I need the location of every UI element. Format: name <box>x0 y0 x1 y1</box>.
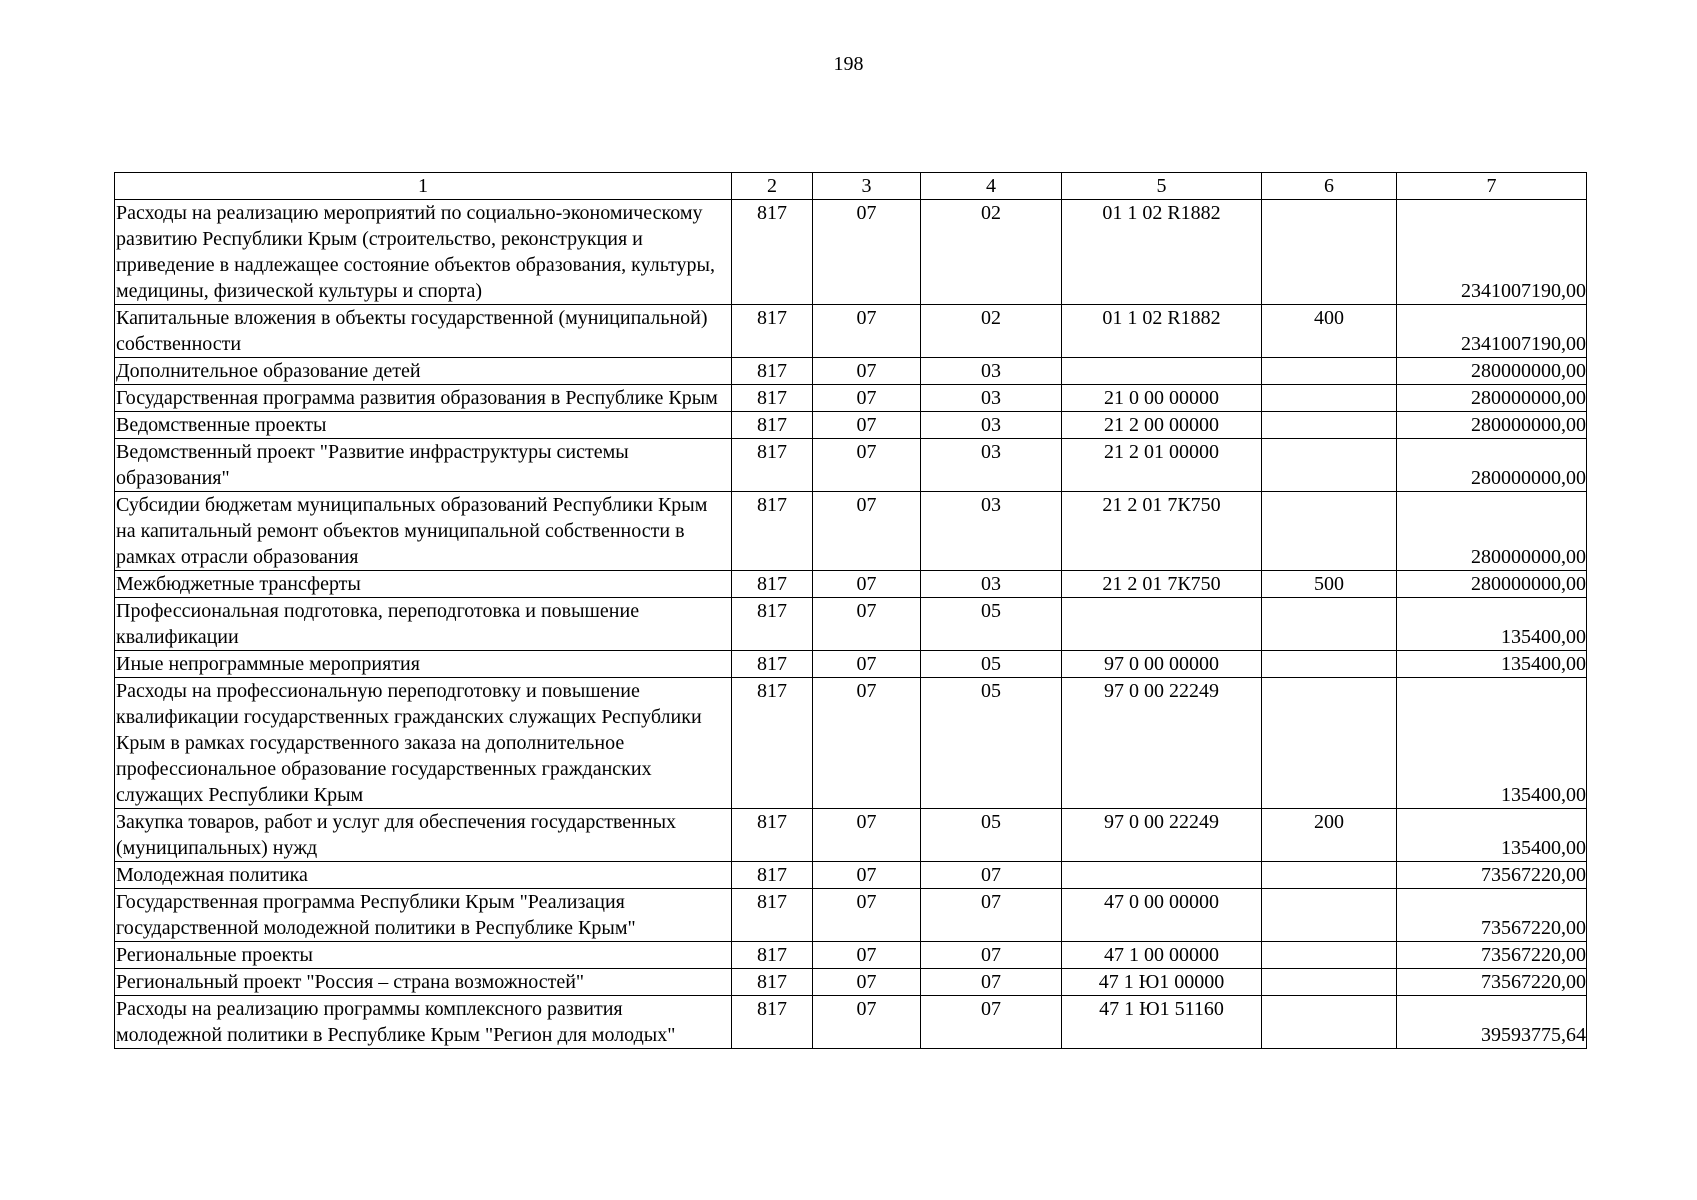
row-code-5-cell: 21 0 00 00000 <box>1062 385 1262 412</box>
row-name-cell: Государственная программа Республики Крым "Реализация государственной молодежной политики в Республике Крым" <box>115 889 732 942</box>
row-code-3-cell: 07 <box>813 358 921 385</box>
table-row <box>115 492 1587 571</box>
row-code-2-cell: 817 <box>732 996 813 1049</box>
row-amount-cell: 135400,00 <box>1397 809 1587 862</box>
row-name-cell: Субсидии бюджетам муниципальных образований Республики Крым на капитальный ремонт объектов муниципальной собственности в рамках отрасли образования <box>115 492 732 571</box>
row-code-2-cell: 817 <box>732 385 813 412</box>
row-code-6-cell <box>1262 678 1397 809</box>
column-header-2: 2 <box>732 173 813 200</box>
row-code-5-cell: 21 2 00 00000 <box>1062 412 1262 439</box>
row-code-5-cell: 01 1 02 R1882 <box>1062 200 1262 305</box>
row-code-4-cell: 02 <box>921 305 1062 358</box>
row-code-6-cell <box>1262 358 1397 385</box>
row-code-2-cell: 817 <box>732 571 813 598</box>
row-code-3-cell: 07 <box>813 412 921 439</box>
row-code-2-cell: 817 <box>732 651 813 678</box>
row-amount-cell: 73567220,00 <box>1397 889 1587 942</box>
row-code-4-cell: 02 <box>921 200 1062 305</box>
table-row <box>115 385 1587 412</box>
row-code-4-cell: 07 <box>921 862 1062 889</box>
row-code-5-cell: 21 2 01 7К750 <box>1062 571 1262 598</box>
row-name-cell: Региональный проект "Россия – страна возможностей" <box>115 969 732 996</box>
row-code-3-cell: 07 <box>813 571 921 598</box>
table-row <box>115 571 1587 598</box>
row-code-5-cell: 97 0 00 00000 <box>1062 651 1262 678</box>
row-code-3-cell: 07 <box>813 305 921 358</box>
row-amount-cell: 73567220,00 <box>1397 969 1587 996</box>
row-code-2-cell: 817 <box>732 305 813 358</box>
table-row <box>115 439 1587 492</box>
row-code-4-cell: 03 <box>921 571 1062 598</box>
row-amount-cell: 280000000,00 <box>1397 439 1587 492</box>
table-row <box>115 200 1587 305</box>
row-code-5-cell <box>1062 598 1262 651</box>
row-amount-cell: 135400,00 <box>1397 651 1587 678</box>
column-header-3: 3 <box>813 173 921 200</box>
row-code-3-cell: 07 <box>813 678 921 809</box>
row-code-2-cell: 817 <box>732 200 813 305</box>
row-name-cell: Капитальные вложения в объекты государственной (муниципальной) собственности <box>115 305 732 358</box>
column-header-5: 5 <box>1062 173 1262 200</box>
row-code-6-cell <box>1262 942 1397 969</box>
row-amount-cell: 135400,00 <box>1397 678 1587 809</box>
row-code-6-cell <box>1262 651 1397 678</box>
row-code-4-cell: 07 <box>921 996 1062 1049</box>
row-code-2-cell: 817 <box>732 889 813 942</box>
row-code-5-cell: 47 0 00 00000 <box>1062 889 1262 942</box>
row-amount-cell: 280000000,00 <box>1397 385 1587 412</box>
row-code-3-cell: 07 <box>813 651 921 678</box>
row-code-3-cell: 07 <box>813 492 921 571</box>
table-row <box>115 598 1587 651</box>
row-code-3-cell: 07 <box>813 439 921 492</box>
table-row <box>115 889 1587 942</box>
column-header-7: 7 <box>1397 173 1587 200</box>
table-header-row <box>115 173 1587 200</box>
row-amount-cell: 280000000,00 <box>1397 571 1587 598</box>
row-code-3-cell: 07 <box>813 385 921 412</box>
row-code-4-cell: 03 <box>921 385 1062 412</box>
row-name-cell: Профессиональная подготовка, переподготовка и повышение квалификации <box>115 598 732 651</box>
budget-table <box>114 172 1587 1049</box>
row-name-cell: Иные непрограммные мероприятия <box>115 651 732 678</box>
table-row <box>115 942 1587 969</box>
row-code-2-cell: 817 <box>732 678 813 809</box>
row-amount-cell: 2341007190,00 <box>1397 200 1587 305</box>
row-amount-cell: 2341007190,00 <box>1397 305 1587 358</box>
table-row <box>115 412 1587 439</box>
row-code-4-cell: 03 <box>921 492 1062 571</box>
row-name-cell: Межбюджетные трансферты <box>115 571 732 598</box>
row-code-5-cell: 47 1 Ю1 00000 <box>1062 969 1262 996</box>
row-amount-cell: 73567220,00 <box>1397 862 1587 889</box>
row-code-2-cell: 817 <box>732 942 813 969</box>
table-row <box>115 862 1587 889</box>
row-code-4-cell: 05 <box>921 651 1062 678</box>
row-code-4-cell: 03 <box>921 439 1062 492</box>
row-code-6-cell <box>1262 598 1397 651</box>
row-amount-cell: 280000000,00 <box>1397 358 1587 385</box>
row-name-cell: Ведомственные проекты <box>115 412 732 439</box>
table-row <box>115 996 1587 1049</box>
row-amount-cell: 280000000,00 <box>1397 492 1587 571</box>
row-code-5-cell <box>1062 862 1262 889</box>
row-code-5-cell: 47 1 00 00000 <box>1062 942 1262 969</box>
row-code-5-cell: 97 0 00 22249 <box>1062 809 1262 862</box>
table-row <box>115 358 1587 385</box>
row-code-2-cell: 817 <box>732 439 813 492</box>
row-name-cell: Региональные проекты <box>115 942 732 969</box>
table-row <box>115 305 1587 358</box>
row-code-4-cell: 05 <box>921 598 1062 651</box>
row-code-6-cell <box>1262 889 1397 942</box>
row-amount-cell: 39593775,64 <box>1397 996 1587 1049</box>
row-code-5-cell: 01 1 02 R1882 <box>1062 305 1262 358</box>
column-header-1: 1 <box>115 173 732 200</box>
row-name-cell: Расходы на профессиональную переподготовку и повышение квалификации государственных гражданских служащих Республики Крым в рамках государственного заказа на дополнительное профессиональное образование государственных гражданских служащих Республики Крым <box>115 678 732 809</box>
row-code-5-cell: 21 2 01 7К750 <box>1062 492 1262 571</box>
row-code-4-cell: 07 <box>921 942 1062 969</box>
row-name-cell: Расходы на реализацию мероприятий по социально-экономическому развитию Республики Крым (строительство, реконструкция и приведение в надлежащее состояние объектов образования, культуры, медицины, физической культуры и спорта) <box>115 200 732 305</box>
row-code-2-cell: 817 <box>732 598 813 651</box>
row-code-3-cell: 07 <box>813 809 921 862</box>
row-code-3-cell: 07 <box>813 942 921 969</box>
table-row <box>115 651 1587 678</box>
row-code-5-cell: 47 1 Ю1 51160 <box>1062 996 1262 1049</box>
row-name-cell: Дополнительное образование детей <box>115 358 732 385</box>
row-name-cell: Государственная программа развития образования в Республике Крым <box>115 385 732 412</box>
row-name-cell: Молодежная политика <box>115 862 732 889</box>
row-code-6-cell <box>1262 492 1397 571</box>
row-code-6-cell: 500 <box>1262 571 1397 598</box>
row-code-3-cell: 07 <box>813 598 921 651</box>
row-code-6-cell <box>1262 969 1397 996</box>
row-code-6-cell: 400 <box>1262 305 1397 358</box>
page-number: 198 <box>833 53 864 75</box>
row-code-4-cell: 07 <box>921 889 1062 942</box>
row-code-4-cell: 03 <box>921 412 1062 439</box>
row-code-6-cell <box>1262 996 1397 1049</box>
row-name-cell: Закупка товаров, работ и услуг для обеспечения государственных (муниципальных) нужд <box>115 809 732 862</box>
row-code-3-cell: 07 <box>813 862 921 889</box>
row-code-3-cell: 07 <box>813 200 921 305</box>
row-name-cell: Ведомственный проект "Развитие инфраструктуры системы образования" <box>115 439 732 492</box>
row-name-cell: Расходы на реализацию программы комплексного развития молодежной политики в Республике Крым "Регион для молодых" <box>115 996 732 1049</box>
table-row <box>115 809 1587 862</box>
table-row <box>115 678 1587 809</box>
row-code-6-cell <box>1262 385 1397 412</box>
row-code-6-cell <box>1262 412 1397 439</box>
row-code-2-cell: 817 <box>732 969 813 996</box>
row-code-4-cell: 07 <box>921 969 1062 996</box>
row-code-5-cell: 97 0 00 22249 <box>1062 678 1262 809</box>
table-body <box>115 200 1587 1049</box>
row-code-3-cell: 07 <box>813 996 921 1049</box>
row-code-3-cell: 07 <box>813 969 921 996</box>
row-code-2-cell: 817 <box>732 862 813 889</box>
row-code-2-cell: 817 <box>732 492 813 571</box>
row-code-6-cell <box>1262 439 1397 492</box>
column-header-4: 4 <box>921 173 1062 200</box>
row-code-6-cell <box>1262 862 1397 889</box>
row-code-2-cell: 817 <box>732 358 813 385</box>
row-amount-cell: 135400,00 <box>1397 598 1587 651</box>
row-code-5-cell <box>1062 358 1262 385</box>
row-code-2-cell: 817 <box>732 809 813 862</box>
row-code-4-cell: 03 <box>921 358 1062 385</box>
row-code-3-cell: 07 <box>813 889 921 942</box>
row-code-6-cell <box>1262 200 1397 305</box>
row-amount-cell: 280000000,00 <box>1397 412 1587 439</box>
row-code-6-cell: 200 <box>1262 809 1397 862</box>
row-code-2-cell: 817 <box>732 412 813 439</box>
row-code-4-cell: 05 <box>921 678 1062 809</box>
row-amount-cell: 73567220,00 <box>1397 942 1587 969</box>
table-row <box>115 969 1587 996</box>
row-code-5-cell: 21 2 01 00000 <box>1062 439 1262 492</box>
row-code-4-cell: 05 <box>921 809 1062 862</box>
column-header-6: 6 <box>1262 173 1397 200</box>
